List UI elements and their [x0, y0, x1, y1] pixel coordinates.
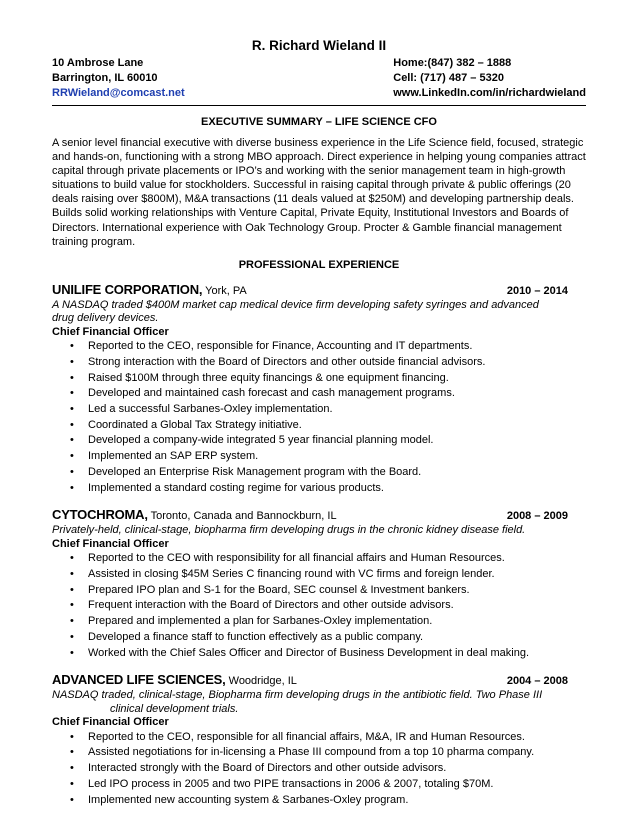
job-header [52, 671, 586, 689]
bullet-text: Strong interaction with the Board of Directors and other outside financial advisors. [88, 355, 486, 368]
bullet-text: Developed a company-wide integrated 5 year financial planning model. [88, 434, 434, 447]
experience-title: PROFESSIONAL EXPERIENCE [238, 258, 400, 271]
bullet-text: Assisted negotiations for in-licensing a Phase III compound from a top 10 pharma company. [88, 746, 535, 759]
company-description-line-1: A NASDAQ traded $400M market cap medical device firm developing safety syringes and advanced [52, 298, 539, 311]
website-link[interactable]: www.LinkedIn.com/in/richardwieland [393, 87, 586, 99]
home-phone: Home:(847) 382 – 1888 [393, 57, 512, 69]
list-item [52, 386, 586, 402]
bullet-icon: • [70, 599, 74, 612]
bullet-icon: • [70, 371, 74, 384]
bullet-text: Implemented a standard costing regime for various products. [88, 481, 384, 494]
list-item [52, 402, 586, 418]
list-item [52, 730, 586, 746]
list-item [52, 630, 586, 646]
company-description-line-1: Privately-held, clinical-stage, biopharma firm developing drugs in the chronic kidney disease field. [52, 524, 526, 537]
bullet-text: Implemented an SAP ERP system. [88, 450, 259, 463]
candidate-name: R. Richard Wieland II [251, 38, 387, 53]
bullet-icon: • [70, 465, 74, 478]
job-dates: 2008 – 2009 [506, 510, 568, 523]
list-item [52, 355, 586, 371]
company-description [52, 299, 586, 326]
bullet-icon: • [70, 418, 74, 431]
contact-right [393, 56, 586, 101]
bullet-text: Prepared IPO plan and S-1 for the Board, SEC counsel & Investment bankers. [88, 583, 470, 596]
job-bullets [52, 339, 586, 496]
bullet-text: Reported to the CEO, responsible for Finance, Accounting and IT departments. [88, 340, 473, 353]
bullet-text: Developed a finance staff to function effectively as a public company. [88, 630, 424, 643]
list-item [52, 339, 586, 355]
job-header [52, 506, 586, 524]
job-dates: 2004 – 2008 [506, 675, 568, 688]
bullet-icon: • [70, 567, 74, 580]
job-company-line [52, 281, 247, 299]
job-company-line [52, 506, 337, 524]
bullet-text: Worked with the Chief Sales Officer and Director of Business Development in deal making. [88, 646, 530, 659]
list-item [52, 761, 586, 777]
bullet-icon: • [70, 793, 74, 806]
address-line-1: 10 Ambrose Lane [52, 57, 144, 69]
job-bullets [52, 551, 586, 661]
bullet-text: Implemented new accounting system & Sarbanes-Oxley program. [88, 793, 409, 806]
company-description [52, 689, 586, 716]
resume-page [52, 38, 586, 808]
bullet-text: Prepared and implemented a plan for Sarbanes-Oxley implementation. [88, 615, 433, 628]
bullet-icon: • [70, 777, 74, 790]
company-location: Woodridge, IL [225, 675, 297, 688]
bullet-text: Led a successful Sarbanes-Oxley implementation. [88, 403, 333, 416]
company-name: UNILIFE CORPORATION, [52, 281, 203, 297]
bullet-icon: • [70, 730, 74, 743]
list-item [52, 465, 586, 481]
job-company-line [52, 671, 297, 689]
bullet-text: Raised $100M through three equity financings & one equipment financing. [88, 371, 449, 384]
list-item [52, 793, 586, 809]
bullet-icon: • [70, 355, 74, 368]
job-entry [52, 671, 586, 808]
job-role: Chief Financial Officer [52, 716, 169, 729]
bullet-icon: • [70, 403, 74, 416]
experience-list [52, 281, 586, 808]
job-role: Chief Financial Officer [52, 537, 169, 550]
bullet-icon: • [70, 746, 74, 759]
job-bullets [52, 730, 586, 809]
company-location: Toronto, Canada and Bannockburn, IL [147, 510, 337, 523]
list-item [52, 371, 586, 387]
bullet-icon: • [70, 434, 74, 447]
bullet-text: Developed an Enterprise Risk Management program with the Board. [88, 465, 422, 478]
job-dates: 2010 – 2014 [506, 284, 568, 297]
header-divider [52, 105, 586, 106]
company-name: CYTOCHROMA, [52, 507, 148, 523]
bullet-icon: • [70, 762, 74, 775]
list-item [52, 418, 586, 434]
list-item [52, 745, 586, 761]
bullet-icon: • [70, 583, 74, 596]
bullet-text: Assisted in closing $45M Series C financing round with VC firms and foreign lender. [88, 567, 495, 580]
summary-title: EXECUTIVE SUMMARY – LIFE SCIENCE CFO [201, 116, 437, 128]
cell-phone: Cell: (717) 487 – 5320 [393, 72, 504, 84]
bullet-text: Reported to the CEO, responsible for all financial affairs, M&A, IR and Human Resources. [88, 730, 525, 743]
bullet-icon: • [70, 615, 74, 628]
address-line-2: Barrington, IL 60010 [52, 72, 158, 84]
list-item [52, 433, 586, 449]
summary-text: A senior level financial executive with diverse business experience in the Life Science field, focused, strategic and hands-on, functioning with a strong MBO approach. Direct experience in helping young companies attract capital through private placements or IPO’s and working with the senior management team in high-growth situations to build value for stockholders. Successful in raising capital through private & public offerings (20 deals raising over $800M), M&A transactions (11 deals valued at $250M) and developing partnership deals. Builds solid working relationships with Venture Capital, Private Equity, Institutional Investors and Boards of Directors. International experience with Oak Technology Group. Procter & Gamble financial management training program. [52, 137, 586, 248]
bullet-icon: • [70, 646, 74, 659]
company-description [52, 524, 586, 538]
email-link[interactable]: RRWieland@comcast.net [52, 87, 185, 99]
company-location: York, PA [202, 284, 247, 297]
bullet-icon: • [70, 630, 74, 643]
list-item [52, 598, 586, 614]
bullet-text: Interacted strongly with the Board of Directors and other outside advisors. [88, 762, 447, 775]
bullet-text: Frequent interaction with the Board of Directors and other outside advisors. [88, 599, 454, 612]
list-item [52, 777, 586, 793]
bullet-text: Developed and maintained cash forecast and cash management programs. [88, 387, 455, 400]
company-description-line-1: NASDAQ traded, clinical-stage, Biopharma firm developing drugs in the antibiotic field. Two Phase III [52, 689, 543, 702]
bullet-icon: • [70, 450, 74, 463]
bullet-text: Reported to the CEO with responsibility for all financial affairs and Human Resources. [88, 552, 505, 565]
list-item [52, 614, 586, 630]
bullet-icon: • [70, 481, 74, 494]
bullet-icon: • [70, 387, 74, 400]
bullet-text: Led IPO process in 2005 and two PIPE transactions in 2006 & 2007, totaling $70M. [88, 777, 494, 790]
company-description-line-2: drug delivery devices. [52, 312, 159, 325]
list-item [52, 567, 586, 583]
job-entry [52, 506, 586, 661]
list-item [52, 646, 586, 662]
bullet-icon: • [70, 552, 74, 565]
list-item [52, 481, 586, 497]
list-item [52, 583, 586, 599]
bullet-text: Coordinated a Global Tax Strategy initiative. [88, 418, 302, 431]
list-item [52, 449, 586, 465]
job-entry [52, 281, 586, 497]
list-item [52, 551, 586, 567]
job-header [52, 281, 586, 299]
contact-block [52, 56, 586, 101]
contact-left [52, 56, 185, 101]
bullet-icon: • [70, 340, 74, 353]
company-name: ADVANCED LIFE SCIENCES, [52, 672, 226, 688]
company-description-line-2: clinical development trials. [110, 702, 239, 715]
job-role: Chief Financial Officer [52, 325, 169, 338]
